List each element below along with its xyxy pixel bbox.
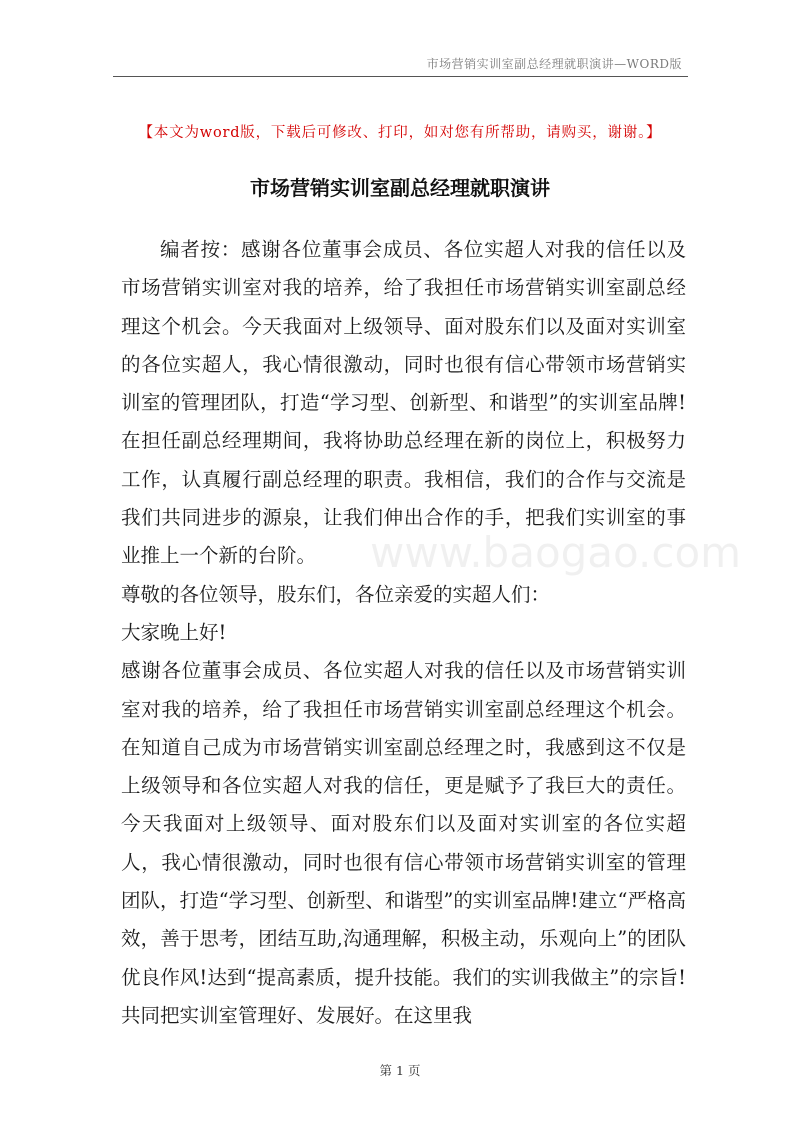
- purchase-notice: 【本文为word版，下载后可修改、打印，如对您有所帮助，请购买，谢谢。】: [138, 125, 662, 141]
- header-divider: [113, 76, 688, 77]
- body-paragraph: 感谢各位董事会成员、各位实超人对我的信任以及市场营销实训室对我的培养，给了我担任市场营销实训室副总经理这个机会。在知道自己成为市场营销实训室副总经理之时，我感到这不仅是上级领导和各位实超人对我的信任，更是赋予了我巨大的责任。今天我面对上级领导、面对股东们以及面对实训室的各位实超人，我心情很激动，同时也很有信心带领市场营销实训室的管理团队，打造“学习型、创新型、和谐型”的实训室品牌!建立“严格高效，善于思考，团结互助,沟通理解，积极主动，乐观向上”的团队优良作风!达到“提高素质，提升技能。我们的实训我做主”的宗旨!共同把实训室管理好、发展好。在这里我: [121, 659, 686, 1027]
- watermark: www.baogao.com: [370, 528, 742, 577]
- document-body: [121, 231, 686, 1035]
- salutation-paragraph: 尊敬的各位领导，股东们，各位亲爱的实超人们：: [121, 582, 551, 606]
- editor-note-paragraph: 编者按：感谢各位董事会成员、各位实超人对我的信任以及市场营销实训室对我的培养，给了我担任市场营销实训室副总经理这个机会。今天我面对上级领导、面对股东们以及面对实训室的各位实超人，我心情很激动，同时也很有信心带领市场营销实训室的管理团队，打造“学习型、创新型、和谐型”的实训室品牌!在担任副总经理期间，我将协助总经理在新的岗位上，积极努力工作，认真履行副总经理的职责。我相信，我们的合作与交流是我们共同进步的源泉，让我们伸出合作的手，把我们实训室的事业推上一个新的台阶。: [121, 238, 686, 568]
- page-number: 第 1 页: [379, 1063, 421, 1078]
- document-title: 市场营销实训室副总经理就职演讲: [250, 176, 550, 200]
- running-header: 市场营销实训室副总经理就职演讲—WORD版: [426, 57, 682, 71]
- greeting-paragraph: 大家晚上好!: [121, 620, 227, 644]
